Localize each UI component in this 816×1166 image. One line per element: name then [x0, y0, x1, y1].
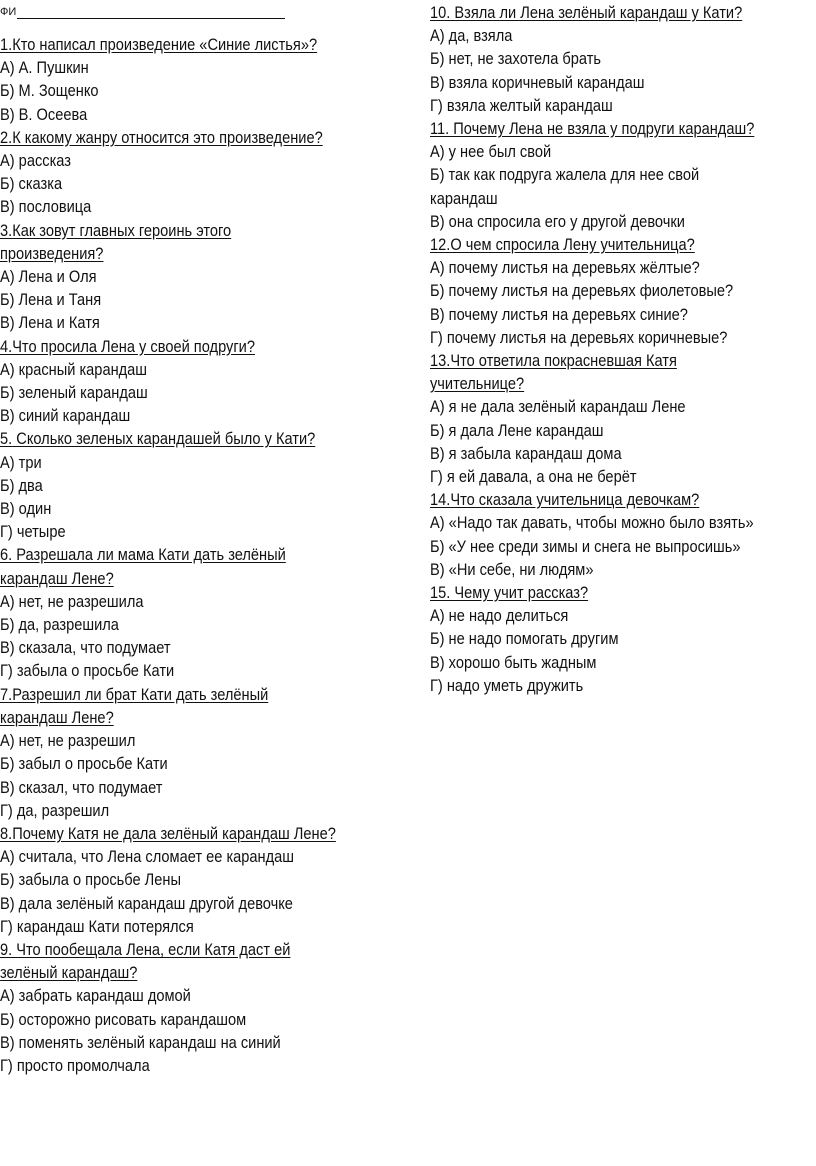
right-questions: [430, 1, 816, 697]
answer-option: Б) сказка: [0, 174, 63, 194]
answer-option: А) почему листья на деревьях жёлтые?: [430, 258, 700, 278]
answer-option: В) хорошо быть жадным: [430, 652, 597, 672]
answer-option: В) сказал, что подумает: [0, 777, 163, 797]
answer-option: В) «Ни себе, ни людям»: [430, 559, 594, 579]
answer-option: Б) осторожно рисовать карандашом: [0, 1009, 247, 1029]
answer-option: А) не надо делиться: [430, 606, 569, 626]
spacer: [0, 19, 405, 33]
answer-option: А) А. Пушкин: [0, 58, 89, 78]
name-field: [0, 0, 405, 19]
left-column: [0, 0, 405, 1077]
answer-option: Б) «У нее среди зимы и снега не выпросишь»: [430, 536, 741, 556]
question-text: 13.Что ответила покрасневшая Катя: [430, 351, 677, 371]
answer-option: А) нет, не разрешил: [0, 731, 136, 751]
question-text: 10. Взяла ли Лена зелёный карандаш у Кати?: [430, 3, 743, 22]
question-text: карандаш Лене?: [0, 707, 114, 727]
answer-option: карандаш: [430, 188, 498, 208]
answer-option: В) взяла коричневый карандаш: [430, 72, 645, 92]
question-text: 12.О чем спросила Лену учительница?: [430, 235, 695, 255]
answer-option: А) рассказ: [0, 151, 71, 171]
right-column: [430, 0, 816, 697]
answer-option: В) сказала, что подумает: [0, 638, 171, 658]
question-text: 4.Что просила Лена у своей подруги?: [0, 336, 255, 356]
answer-option: А) забрать карандаш домой: [0, 986, 191, 1006]
question-text: учительнице?: [430, 374, 525, 394]
answer-option: А) три: [0, 452, 42, 472]
answer-option: Б) Лена и Таня: [0, 290, 102, 310]
question-text: 2.К какому жанру относится это произведение?: [0, 127, 323, 147]
answer-option: В) пословица: [0, 197, 92, 217]
question-text: 11. Почему Лена не взяла у подруги карандаш?: [430, 119, 755, 139]
answer-option: В) В. Осеева: [0, 104, 88, 124]
answer-option: Г) надо уметь дружить: [430, 675, 584, 695]
answer-option: Б) зеленый карандаш: [0, 383, 148, 403]
answer-option: В) поменять зелёный карандаш на синий: [0, 1032, 281, 1052]
answer-option: В) синий карандаш: [0, 406, 131, 426]
answer-option: Б) два: [0, 475, 43, 495]
question-text: карандаш Лене?: [0, 568, 114, 588]
question-text: 14.Что сказала учительница девочкам?: [430, 490, 700, 510]
question-text: 15. Чему учит рассказ?: [430, 583, 589, 603]
answer-option: А) нет, не разрешила: [0, 591, 144, 611]
question-text: 8.Почему Катя не дала зелёный карандаш Лене?: [0, 823, 336, 843]
answer-option: А) Лена и Оля: [0, 267, 97, 287]
answer-option: Б) я дала Лене карандаш: [430, 420, 604, 440]
answer-option: В) я забыла карандаш дома: [430, 443, 622, 463]
answer-option: В) дала зелёный карандаш другой девочке: [0, 893, 293, 913]
answer-option: А) у нее был свой: [430, 142, 552, 162]
answer-option: Б) да, разрешила: [0, 615, 119, 635]
answer-option: Б) так как подруга жалела для нее свой: [430, 165, 700, 185]
answer-option: А) красный карандаш: [0, 359, 148, 379]
answer-option: А) считала, что Лена сломает ее карандаш: [0, 847, 295, 867]
answer-option: Б) забыл о просьбе Кати: [0, 754, 168, 774]
answer-option: Г) просто промолчала: [0, 1055, 150, 1075]
answer-option: Б) М. Зощенко: [0, 81, 99, 101]
answer-option: Б) нет, не захотела брать: [430, 49, 602, 69]
answer-option: Б) не надо помогать другим: [430, 629, 619, 649]
answer-option: Г) я ей давала, а она не берёт: [430, 467, 637, 487]
question-text: 3.Как зовут главных героинь этого: [0, 220, 232, 240]
answer-option: Г) да, разрешил: [0, 800, 110, 820]
answer-option: В) Лена и Катя: [0, 313, 100, 333]
answer-option: В) она спросила его у другой девочки: [430, 211, 685, 231]
name-field-label: ФИ: [0, 6, 17, 18]
name-field-line: [17, 9, 285, 19]
question-text: 6. Разрешала ли мама Кати дать зелёный: [0, 545, 286, 565]
question-text: 5. Сколько зеленых карандашей было у Кати?: [0, 429, 316, 449]
question-text: 7.Разрешил ли брат Кати дать зелёный: [0, 684, 269, 704]
question-text: зелёный карандаш?: [0, 963, 138, 983]
answer-option: Г) забыла о просьбе Кати: [0, 661, 175, 681]
answer-option: Г) карандаш Кати потерялся: [0, 916, 194, 936]
left-questions: [0, 33, 405, 1077]
answer-option: Б) почему листья на деревьях фиолетовые?: [430, 281, 734, 301]
answer-option: А) да, взяла: [430, 26, 513, 46]
question-text: 1.Кто написал произведение «Синие листья»?: [0, 35, 318, 54]
answer-option: Г) почему листья на деревьях коричневые?: [430, 327, 728, 347]
answer-option: Б) забыла о просьбе Лены: [0, 870, 181, 890]
answer-option: В) почему листья на деревьях синие?: [430, 304, 688, 324]
answer-option: Г) взяла желтый карандаш: [430, 95, 613, 115]
answer-option: А) я не дала зелёный карандаш Лене: [430, 397, 686, 417]
answer-option: А) «Надо так давать, чтобы можно было взять»: [430, 513, 754, 533]
question-text: произведения?: [0, 243, 104, 263]
answer-option: В) один: [0, 499, 52, 519]
question-text: 9. Что пообещала Лена, если Катя даст ей: [0, 939, 291, 959]
answer-option: Г) четыре: [0, 522, 66, 542]
